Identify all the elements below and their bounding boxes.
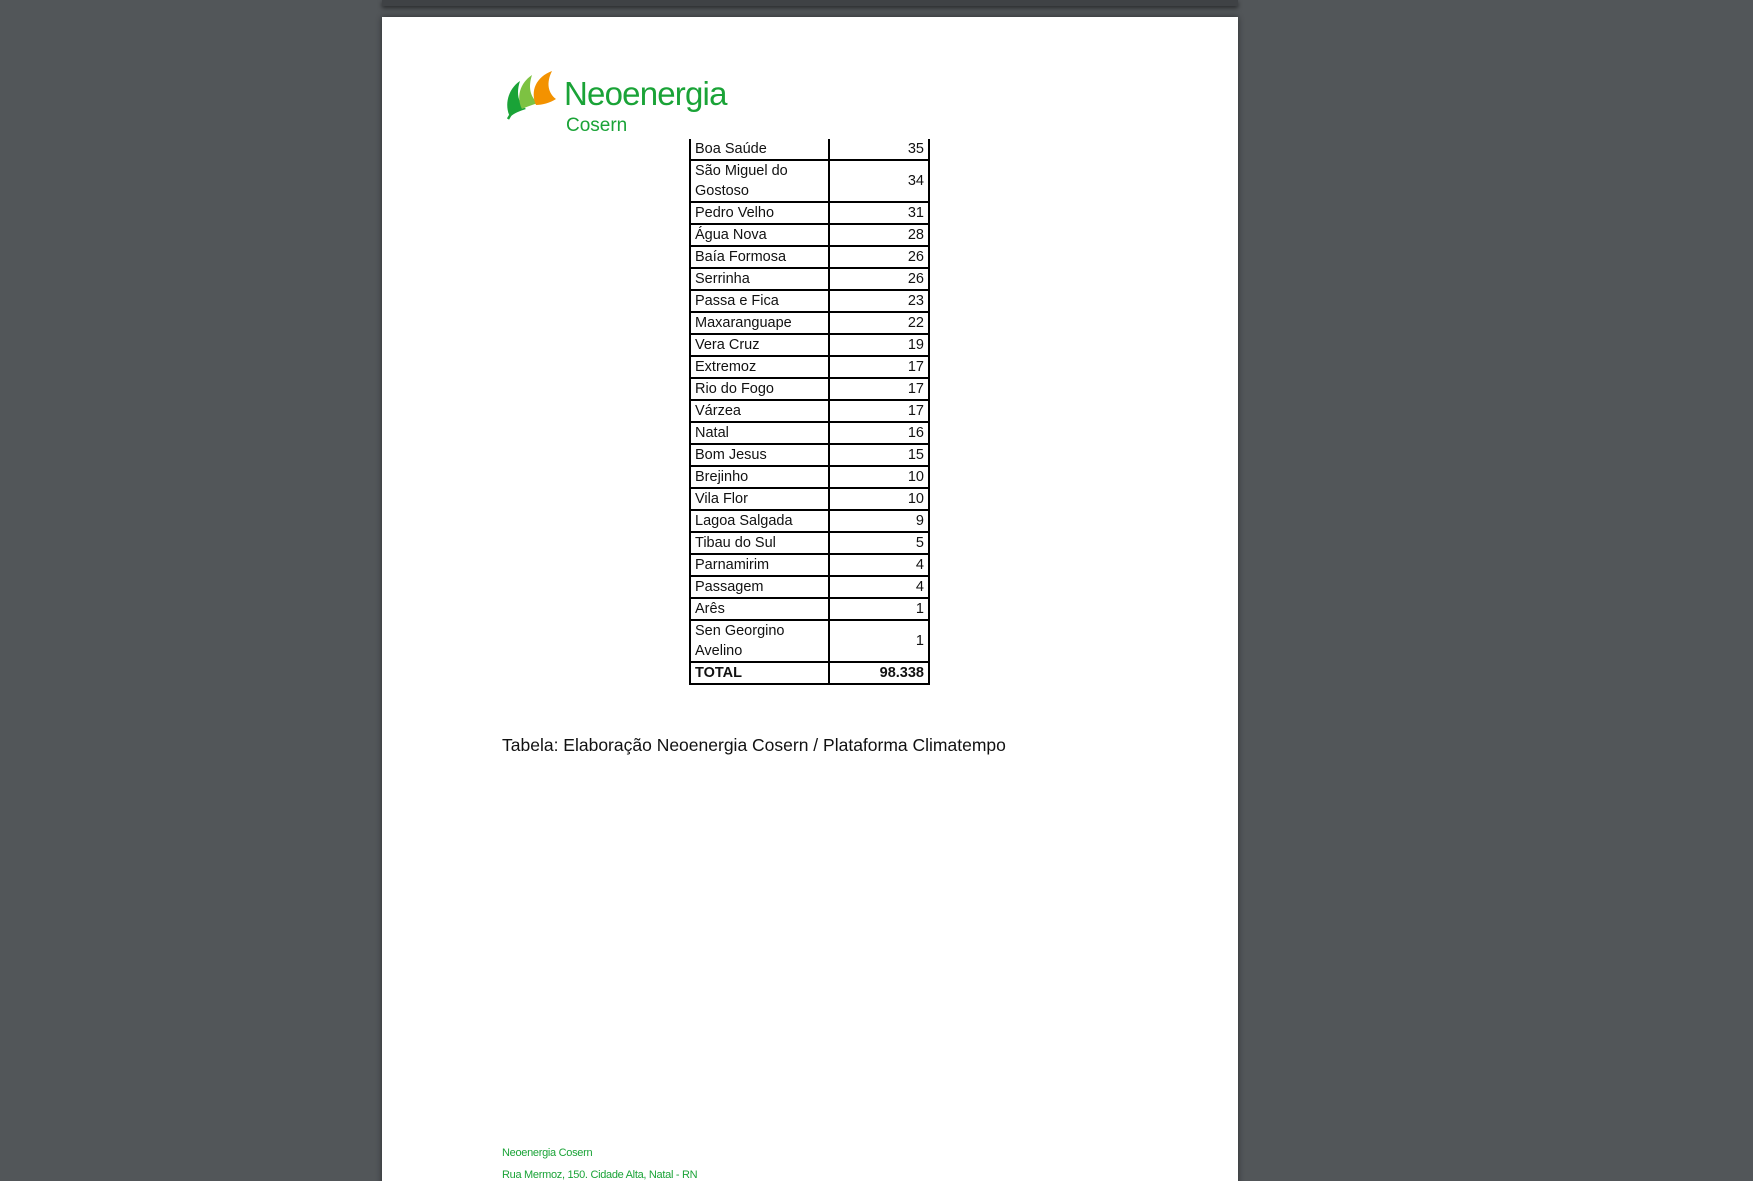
table-row — [690, 378, 929, 400]
table-row — [690, 444, 929, 466]
municipality-count: 26 — [829, 246, 929, 268]
table-row — [690, 422, 929, 444]
municipality-name: Maxaranguape — [690, 312, 829, 334]
total-label: TOTAL — [690, 662, 829, 684]
municipality-name: Várzea — [690, 400, 829, 422]
municipality-name: Sen Georgino Avelino — [690, 620, 829, 662]
municipality-count: 28 — [829, 224, 929, 246]
municipality-count: 34 — [829, 160, 929, 202]
table-caption: Tabela: Elaboração Neoenergia Cosern / Plataforma Climatempo — [502, 735, 1006, 755]
municipality-name: São Miguel do Gostoso — [690, 160, 829, 202]
table-total-row — [690, 662, 929, 684]
municipality-name: Passa e Fica — [690, 290, 829, 312]
municipality-name: Baía Formosa — [690, 246, 829, 268]
municipality-name: Tibau do Sul — [690, 532, 829, 554]
municipality-name: Bom Jesus — [690, 444, 829, 466]
table-body — [690, 139, 929, 684]
flame-logo-icon — [504, 69, 560, 121]
municipality-count: 5 — [829, 532, 929, 554]
table-row — [690, 554, 929, 576]
municipality-count: 26 — [829, 268, 929, 290]
table-row — [690, 598, 929, 620]
table-row — [690, 202, 929, 224]
municipality-count: 23 — [829, 290, 929, 312]
municipality-count: 17 — [829, 378, 929, 400]
table-row — [690, 224, 929, 246]
municipality-name: Extremoz — [690, 356, 829, 378]
municipality-name: Boa Saúde — [690, 139, 829, 160]
table-row — [690, 400, 929, 422]
municipality-count: 19 — [829, 334, 929, 356]
table-row — [690, 268, 929, 290]
footer-address: Rua Mermoz, 150. Cidade Alta, Natal - RN — [502, 1169, 698, 1181]
table-row — [690, 356, 929, 378]
municipality-name: Serrinha — [690, 268, 829, 290]
municipality-count: 1 — [829, 620, 929, 662]
municipality-name: Lagoa Salgada — [690, 510, 829, 532]
table-row — [690, 576, 929, 598]
municipality-count: 4 — [829, 554, 929, 576]
municipality-count: 1 — [829, 598, 929, 620]
municipality-name: Vera Cruz — [690, 334, 829, 356]
municipality-count: 10 — [829, 488, 929, 510]
previous-page-edge — [382, 0, 1238, 6]
municipality-count: 17 — [829, 400, 929, 422]
table-row — [690, 510, 929, 532]
table-row — [690, 334, 929, 356]
municipality-name: Passagem — [690, 576, 829, 598]
municipality-name: Arês — [690, 598, 829, 620]
municipality-count: 16 — [829, 422, 929, 444]
table-row — [690, 246, 929, 268]
logo-name: Neoenergia — [564, 75, 727, 112]
municipality-count: 31 — [829, 202, 929, 224]
municipality-count: 15 — [829, 444, 929, 466]
table-row — [690, 488, 929, 510]
municipality-name: Água Nova — [690, 224, 829, 246]
municipality-name: Rio do Fogo — [690, 378, 829, 400]
table-row — [690, 466, 929, 488]
municipality-table — [689, 139, 930, 685]
table-row — [690, 620, 929, 662]
table-row — [690, 532, 929, 554]
municipality-name: Vila Flor — [690, 488, 829, 510]
municipality-name: Natal — [690, 422, 829, 444]
municipality-count: 9 — [829, 510, 929, 532]
table-row — [690, 290, 929, 312]
municipality-count: 4 — [829, 576, 929, 598]
table-row — [690, 160, 929, 202]
table-row — [690, 139, 929, 160]
table-row — [690, 312, 929, 334]
municipality-name: Pedro Velho — [690, 202, 829, 224]
municipality-name: Parnamirim — [690, 554, 829, 576]
page-footer — [502, 1142, 697, 1181]
footer-company: Neoenergia Cosern — [502, 1147, 593, 1159]
document-page — [382, 17, 1238, 1181]
total-value: 98.338 — [829, 662, 929, 684]
municipality-count: 22 — [829, 312, 929, 334]
municipality-count: 35 — [829, 139, 929, 160]
municipality-count: 17 — [829, 356, 929, 378]
municipality-name: Brejinho — [690, 466, 829, 488]
municipality-count: 10 — [829, 466, 929, 488]
logo-subtitle: Cosern — [566, 115, 628, 136]
